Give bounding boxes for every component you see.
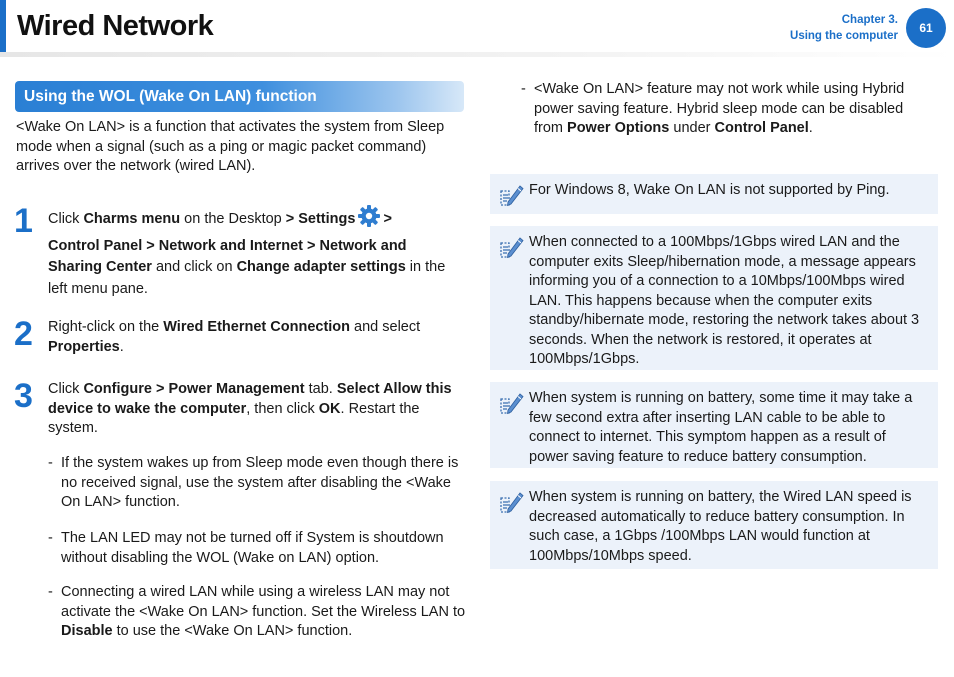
header-accent-bar — [0, 0, 6, 52]
sub-note-4: <Wake On LAN> feature may not work while using Hybrid power saving feature. Hybrid sleep mode can be disabled from Power Options under Control Panel. — [534, 81, 905, 136]
note-pencil-icon — [498, 390, 524, 423]
chapter-name: Using the computer — [790, 30, 898, 42]
list-item-dash: - — [48, 584, 53, 600]
note-text: When system is running on battery, some time it may take a few second extra after inserting LAN cable to be able to connect to internet. This symptom happen as a result of power saving feature to reduce battery consumption. — [529, 390, 913, 465]
step-2-text: Right-click on the Wired Ethernet Connection and select Properties. — [48, 319, 421, 355]
section-title: Using the WOL (Wake On LAN) function — [24, 88, 317, 105]
chapter-number: Chapter 3. — [841, 14, 898, 26]
page-title: Wired Network — [17, 10, 214, 42]
note-text: For Windows 8, Wake On LAN is not supported by Ping. — [529, 182, 890, 198]
step-3-text: Click Configure > Power Management tab. Select Allow this device to wake the computer, then click OK. Restart the system. — [48, 381, 452, 436]
note-box — [490, 481, 938, 569]
note-pencil-icon — [498, 234, 524, 267]
step-number-1: 1 — [14, 202, 33, 240]
header-divider — [0, 52, 954, 57]
note-pencil-icon — [498, 182, 524, 215]
intro-paragraph: <Wake On LAN> is a function that activates the system from Sleep mode when a signal (such as a ping or magic packet command) arrives over the network (wired LAN). — [16, 119, 445, 174]
note-text: When connected to a 100Mbps/1Gbps wired LAN and the computer exits Sleep/hibernation mode, a message appears informing you of a connection to a 10Mbps/100Mbps wired LAN. This happens because when the computer exits standby/hibernate mode, restoring the network takes about 3 seconds. When the network is restored, it operates at 100Mbps/1Gbps. — [529, 234, 920, 367]
section-heading-bar — [15, 81, 464, 112]
step-number-3: 3 — [14, 377, 33, 415]
step-number-2: 2 — [14, 315, 33, 353]
list-item-dash: - — [48, 530, 53, 546]
sub-note-2: The LAN LED may not be turned off if System is shoutdown without disabling the WOL (Wake on LAN) option. — [61, 530, 444, 566]
note-box — [490, 382, 938, 468]
step-1-text: Click Charms menu on the Desktop > Settings > Control Panel > Network and Internet > Network and Sharing Center and click on Change adapter settings in the left menu pane. — [48, 204, 464, 300]
sub-note-3: Connecting a wired LAN while using a wireless LAN may not activate the <Wake On LAN> function. Set the Wireless LAN to Disable to use the <Wake On LAN> function. — [61, 584, 466, 639]
list-item-dash: - — [48, 455, 53, 471]
sub-note-1: If the system wakes up from Sleep mode even though there is no received signal, use the system after disabling the <Wake On LAN> function. — [61, 455, 459, 510]
note-text: When system is running on battery, the Wired LAN speed is decreased automatically to reduce battery consumption. In such case, a 1Gbps /100Mbps LAN would function at 100Mbps/10Mbps speed. — [529, 489, 912, 564]
chapter-label — [790, 12, 898, 44]
note-box — [490, 174, 938, 214]
list-item-dash: - — [521, 81, 526, 97]
settings-gear-icon — [357, 204, 381, 236]
page-number-badge: 61 — [906, 8, 946, 48]
note-pencil-icon — [498, 489, 524, 522]
note-box — [490, 226, 938, 370]
